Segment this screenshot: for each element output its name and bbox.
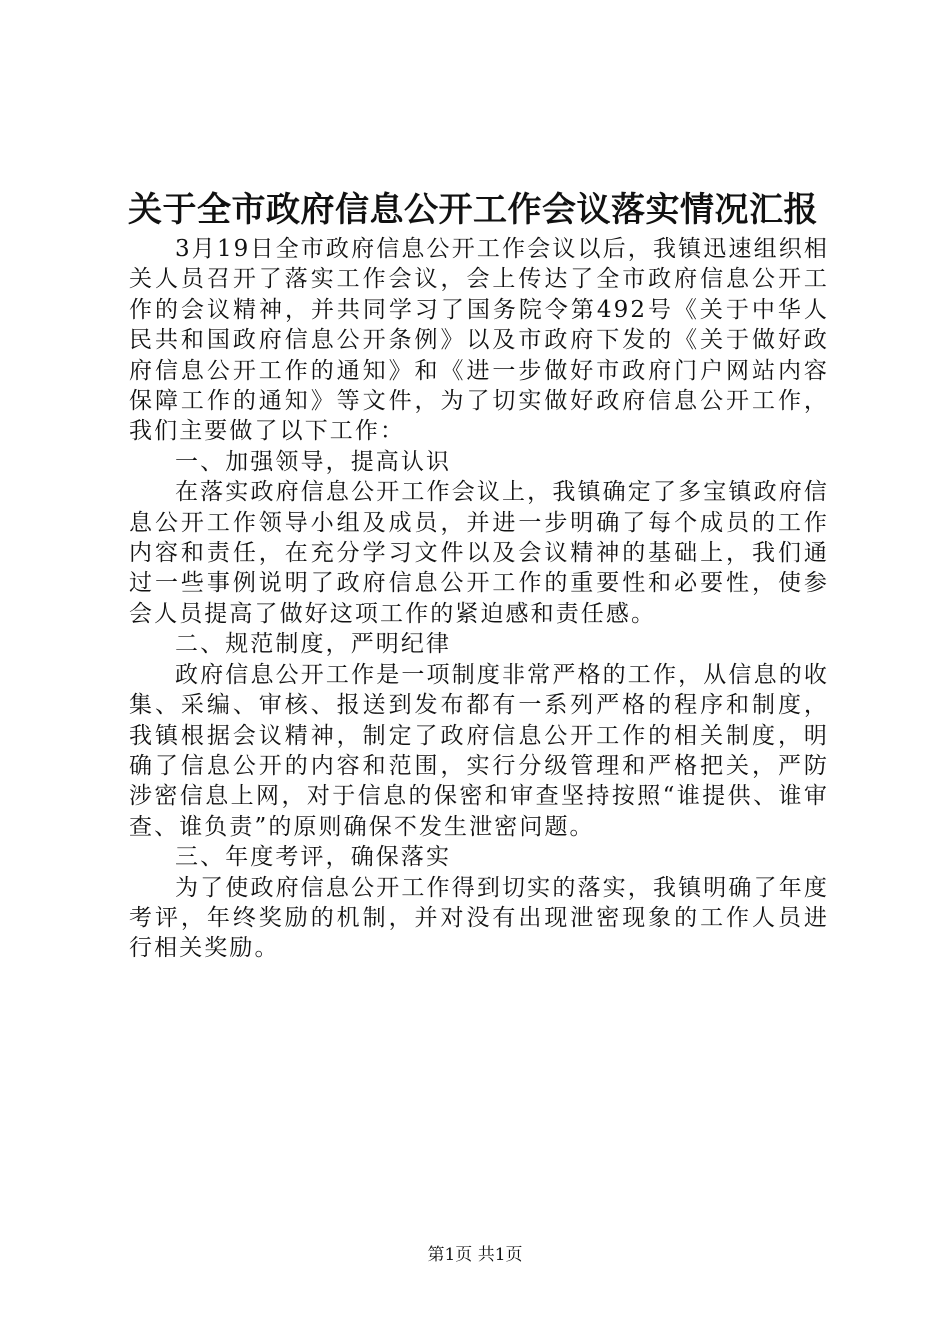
section-paragraph-1: 在落实政府信息公开工作会议上，我镇确定了多宝镇政府信息公开工作领导小组及成员，并进一步明确了每个成员的工作内容和责任，在充分学习文件以及会议精神的基础上，我们通过一些事例说明了政府信息公开工作的重要性和必要性，使参会人员提高了做好这项工作的紧迫感和责任感。 — [129, 479, 829, 627]
section-heading-2: 二、规范制度，严明纪律 — [175, 631, 452, 658]
section-heading-3: 三、年度考评，确保落实 — [175, 844, 452, 871]
intro-paragraph: 3月19日全市政府信息公开工作会议以后，我镇迅速组织相关人员召开了落实工作会议，会上传达了全市政府信息公开工作的会议精神，并共同学习了国务院令第492号《关于中华人民共和国政府信息公开条例》以及市政府下发的《关于做好政府信息公开工作的通知》和《进一步做好市政府门户网站内容保障工作的通知》等文件，为了切实做好政府信息公开工作，我们主要做了以下工作： — [129, 236, 829, 445]
section-paragraph-3: 为了使政府信息公开工作得到切实的落实，我镇明确了年度考评，年终奖励的机制，并对没有出现泄密现象的工作人员进行相关奖励。 — [129, 874, 829, 962]
section-paragraph-2: 政府信息公开工作是一项制度非常严格的工作，从信息的收集、采编、审核、报送到发布都有一系列严格的程序和制度，我镇根据会议精神，制定了政府信息公开工作的相关制度，明确了信息公开的内容和范围，实行分级管理和严格把关，严防涉密信息上网，对于信息的保密和审查坚持按照“谁提供、谁审查、谁负责”的原则确保不发生泄密问题。 — [129, 661, 829, 840]
document-title: 关于全市政府信息公开工作会议落实情况汇报 — [128, 190, 818, 230]
page-number-footer: 第1页 共1页 — [427, 1245, 523, 1265]
document-body — [129, 234, 829, 964]
section-heading-1: 一、加强领导，提高认识 — [175, 448, 452, 475]
